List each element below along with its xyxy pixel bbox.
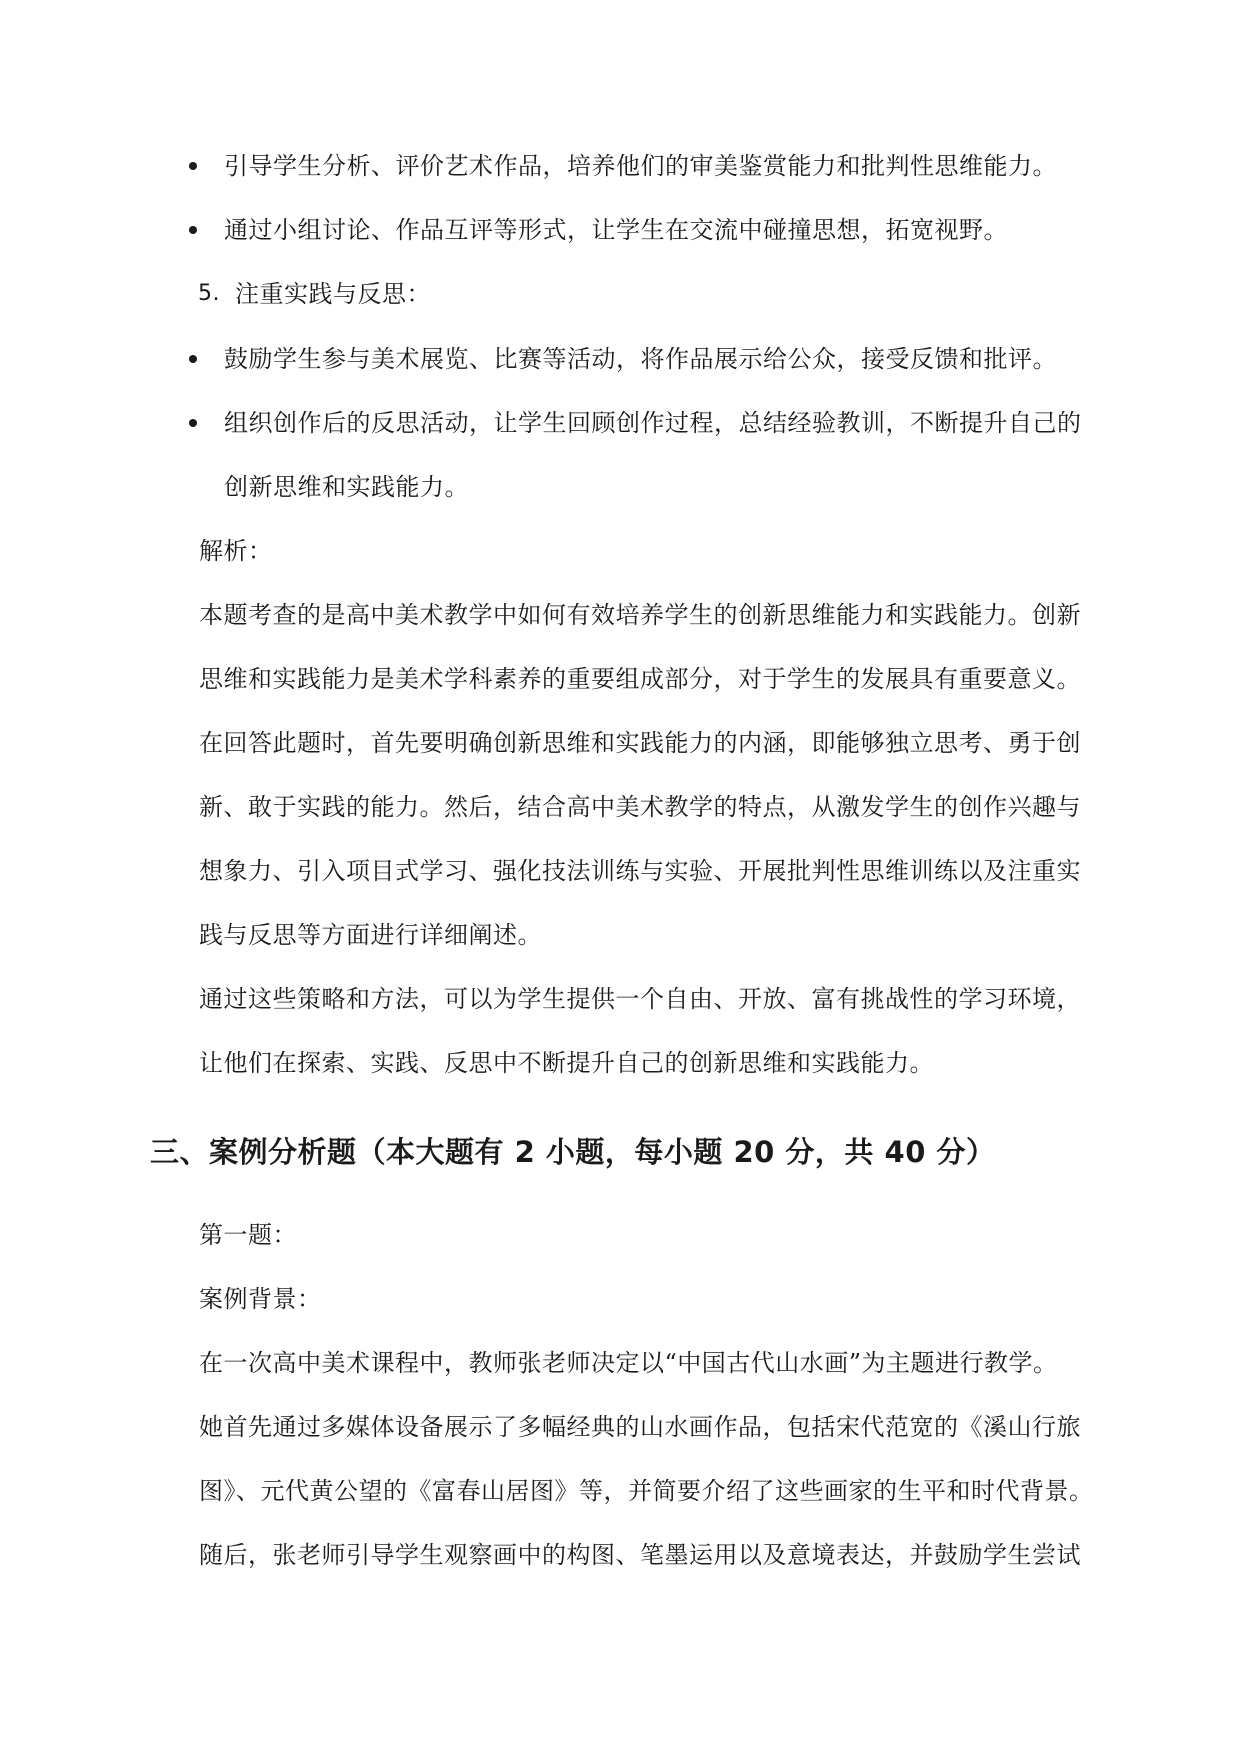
- analysis-line: 通过这些策略和方法，可以为学生提供一个自由、开放、富有挑战性的学习环境，: [199, 985, 1081, 1013]
- case-line: 她首先通过多媒体设备展示了多幅经典的山水画作品，包括宋代范宽的《溪山行旅: [199, 1413, 1081, 1441]
- case-background-label: 案例背景：: [199, 1285, 322, 1313]
- bullet-text: 组织创作后的反思活动，让学生回顾创作过程，总结经验教训，不断提升自己的: [224, 409, 1082, 437]
- section-heading: 三、案例分析题（本大题有 2 小题，每小题 20 分，共 40 分）: [150, 1135, 996, 1169]
- bullet-dot: [189, 162, 197, 170]
- bullet-text: 引导学生分析、评价艺术作品，培养他们的审美鉴赏能力和批判性思维能力。: [224, 152, 1057, 180]
- case-line: 在一次高中美术课程中，教师张老师决定以“中国古代山水画”为主题进行教学。: [199, 1349, 1058, 1377]
- analysis-line: 想象力、引入项目式学习、强化技法训练与实验、开展批判性思维训练以及注重实: [199, 857, 1081, 885]
- analysis-line: 在回答此题时，首先要明确创新思维和实践能力的内涵，即能够独立思考、勇于创: [199, 729, 1081, 757]
- case-line: 图》、元代黄公望的《富春山居图》等，并简要介绍了这些画家的生平和时代背景。: [199, 1477, 1094, 1505]
- bullet-text: 鼓励学生参与美术展览、比赛等活动，将作品展示给公众，接受反馈和批评。: [224, 345, 1057, 373]
- list-item-heading: 注重实践与反思：: [235, 280, 431, 308]
- analysis-line: 践与反思等方面进行详细阐述。: [199, 921, 542, 949]
- bullet-dot: [189, 419, 197, 427]
- bullet-text: 通过小组讨论、作品互评等形式，让学生在交流中碰撞思想，拓宽视野。: [224, 216, 1008, 244]
- analysis-line: 新、敢于实践的能力。然后，结合高中美术教学的特点，从激发学生的创作兴趣与: [199, 793, 1081, 821]
- bullet-continuation: 创新思维和实践能力。: [224, 473, 469, 501]
- question-label: 第一题：: [199, 1221, 297, 1249]
- analysis-line: 本题考查的是高中美术教学中如何有效培养学生的创新思维能力和实践能力。创新: [199, 601, 1081, 629]
- bullet-dot: [189, 355, 197, 363]
- bullet-dot: [189, 226, 197, 234]
- case-line: 随后，张老师引导学生观察画中的构图、笔墨运用以及意境表达，并鼓励学生尝试: [199, 1541, 1081, 1569]
- analysis-label: 解析：: [199, 537, 273, 565]
- analysis-line: 让他们在探索、实践、反思中不断提升自己的创新思维和实践能力。: [199, 1049, 934, 1077]
- analysis-line: 思维和实践能力是美术学科素养的重要组成部分，对于学生的发展具有重要意义。: [199, 665, 1081, 693]
- list-number: 5.: [198, 281, 220, 306]
